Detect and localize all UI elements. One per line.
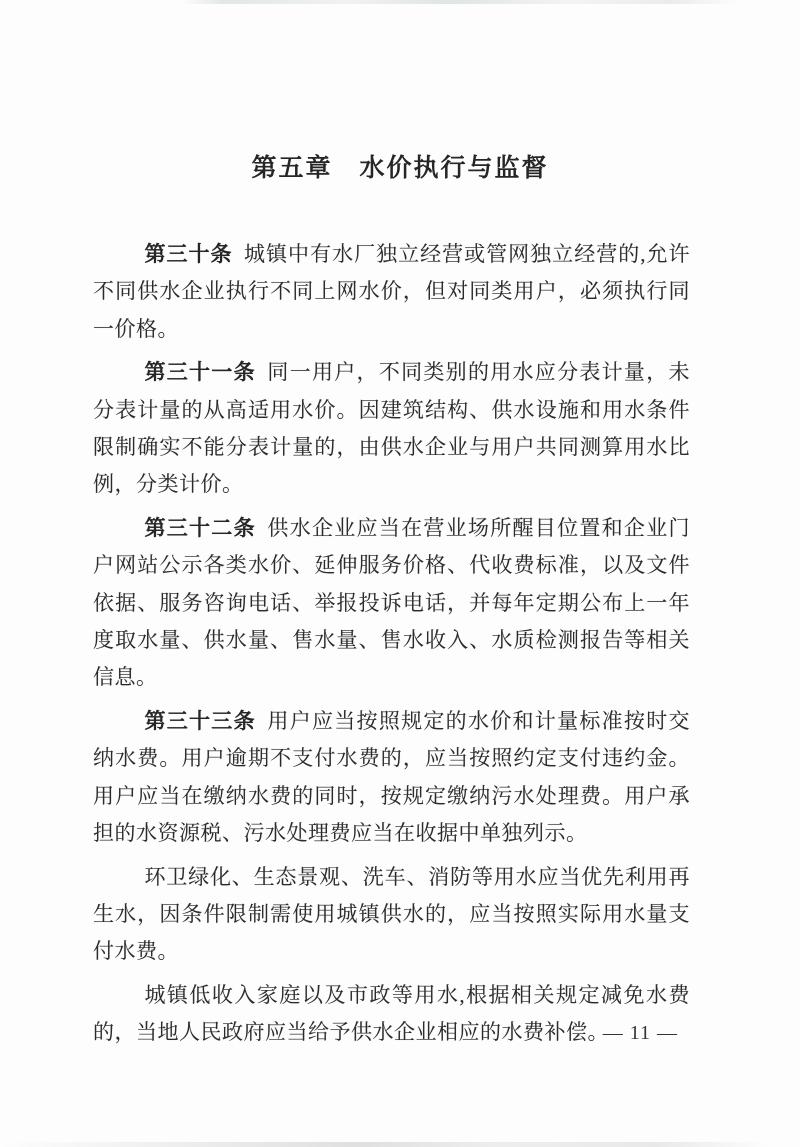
chapter-title: 第五章 水价执行与监督 [251, 154, 549, 182]
paragraph-text: 环卫绿化、生态景观、洗车、消防等用水应当优先利用再生水，因条件限制需使用城镇供水的，应当按照实际用水量支付水费。 [93, 864, 690, 964]
page-number: — 11 — [602, 1022, 678, 1044]
document-body [93, 236, 690, 1052]
article-number: 第三十三条 [144, 709, 256, 733]
paragraph-text: 供水企业应当在营业场所醒目位置和企业门户网站公示各类水价、延伸服务价格、代收费标准，以及文件依据、服务咨询电话、举报投诉电话，并每年定期公布上一年度取水量、供水量、售水量、售水收入、水质检测报告等相关信息。 [93, 515, 691, 690]
article-number: 第三十二条 [144, 516, 256, 540]
paragraph-text: 城镇低收入家庭以及市政等用水,根据相关规定减免水费的，当地人民政府应当给予供水企业相应的水费补偿。 [93, 982, 690, 1045]
paragraph-article-31 [93, 354, 690, 504]
paragraph-article-30 [93, 236, 690, 348]
paragraph-text: 城镇中有水厂独立经营或管网独立经营的,允许不同供水企业执行不同上网水价，但对同类用户，必须执行同一价格。 [93, 242, 691, 341]
scan-artifact-bottom-edge [0, 1142, 800, 1147]
paragraph-article-32 [93, 510, 690, 697]
paragraph-reclaimed-water [93, 859, 690, 971]
paragraph-text: 用户应当按照规定的水价和计量标准按时交纳水费。用户逾期不支付水费的，应当按照约定支付违约金。用户应当在缴纳水费的同时，按规定缴纳污水处理费。用户承担的水资源税、污水处理费应当在收据中单独列示。 [93, 708, 691, 846]
paragraph-article-33 [93, 703, 690, 853]
article-number: 第三十一条 [144, 361, 256, 385]
paragraph-text: 同一用户，不同类别的用水应分表计量，未分表计量的从高适用水价。因建筑结构、供水设施和用水条件限制确实不能分表计量的，由供水企业与用户共同测算用水比例，分类计价。 [93, 360, 691, 497]
paragraph-fee-compensation [93, 977, 690, 1052]
article-number: 第三十条 [144, 243, 233, 266]
